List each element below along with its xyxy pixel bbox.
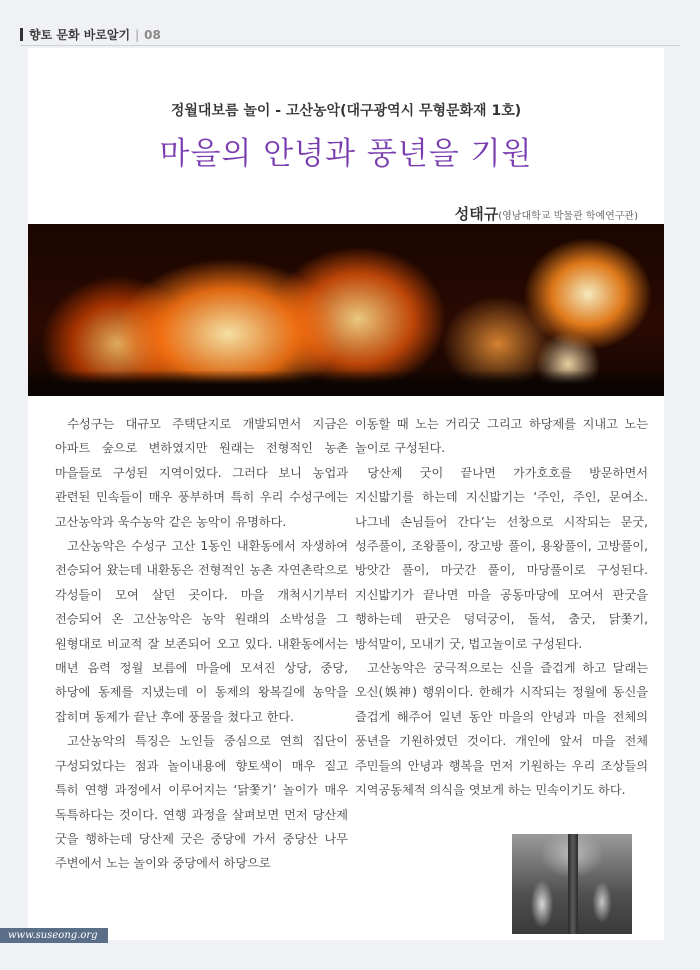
website-url[interactable]: www.suseong.org [0,928,108,943]
crowd-silhouette [28,370,664,396]
bonfire-photo [28,224,664,396]
village-tree-photo [512,834,632,934]
header-rule [20,45,680,46]
right-column [355,412,648,803]
byline [455,203,638,224]
paragraph: 고산농악은 수성구 고산 1동인 내환동에서 자생하여 전승되어 왔는데 내환동은 전형적인 농촌 자연촌락으로 각성들이 모여 살던 곳이다. 마을 개척시기부터 전승되어 온 고산농악은 농악 원래의 소박성을 그 원형대로 비교적 잘 보존되어 오고 있다. 내환동에서는 매년 음력 정월 보름에 마을에 모셔진 상당, 중당, 하당에 동제를 지냈는데 이 동제의 왕복길에 농악을 잡히며 동제가 끝난 후에 풍물을 쳤다고 한다. [55,539,348,724]
article-subtitle: 정월대보름 놀이 - 고산농악(대구광역시 무형문화재 1호) [170,103,522,119]
paragraph: 당산제 굿이 끝나면 가가호호를 방문하면서 지신밟기를 하는데 지신밟기는 ‘주인, 주인, 문여소. 나그네 손님들어 간다’는 선창으로 시작되는 문굿, 성주풀이, 조왕풀이, 장고방 풀이, 용왕풀이, 고방풀이, 방앗간 풀이, 마굿간 풀이, 마당풀이로 구성된다. 지신밟기가 끝나면 마을 공동마당에 모여서 판굿을 행하는데 판굿은 덩덕궁이, 돌석, 춤굿, 닭쫓기, 방석말이, 모내기 굿, 법고놀이로 구성된다. [355,465,648,651]
paragraph: 수성구는 대규모 주택단지로 개발되면서 지금은 아파트 숲으로 변하였지만 원래는 전형적인 농촌 마을들로 구성된 지역이었다. 그러다 보니 농업과 관련된 민속들이 매우 풍부하며 특히 우리 수성구에는 고산농악과 욱수농악 같은 농악이 유명하다. [55,417,348,529]
page-number: 08 [144,27,161,42]
running-head-separator: | [135,27,140,42]
running-head-bar [20,28,23,41]
section-name: 향토 문화 바로알기 [29,28,131,42]
author-affiliation: (영남대학교 박물관 학예연구관) [498,211,638,222]
article-panel [28,48,664,940]
paragraph: 고산농악은 궁극적으로는 신을 즐겁게 하고 달래는 오신(娛神) 행위이다. 한해가 시작되는 정월에 동신을 즐겁게 해주어 일년 동안 마을의 안녕과 마을 전체의 풍년을 기원하였던 것이다. 개인에 앞서 마을 전체 주민들의 안녕과 행복을 먼저 기원하는 우리 조상들의 지역공동체적 의식을 엿보게 하는 민속이기도 하다. [355,661,648,798]
running-head [20,26,161,43]
paragraph: 이동할 때 노는 거리굿 그리고 하당제를 지내고 노는 놀이로 구성된다. [355,417,648,456]
article-title: 마을의 안녕과 풍년을 기원 [159,136,533,172]
left-column [55,412,348,876]
paragraph: 고산농악의 특징은 노인들 중심으로 연희 집단이 구성되었다는 점과 놀이내용에 향토색이 매우 짙고 특히 연행 과정에서 이루어지는 ‘닭쫓기’ 놀이가 매우 독특하다는 것이다. 연행 과정을 살펴보면 먼저 당산제 굿을 행하는데 당산제 굿은 중당에 가서 중당산 나무 주변에서 노는 놀이와 중당에서 하당으로 [55,734,348,871]
author-name: 성태규 [454,205,499,223]
tree-trunk [568,834,578,934]
